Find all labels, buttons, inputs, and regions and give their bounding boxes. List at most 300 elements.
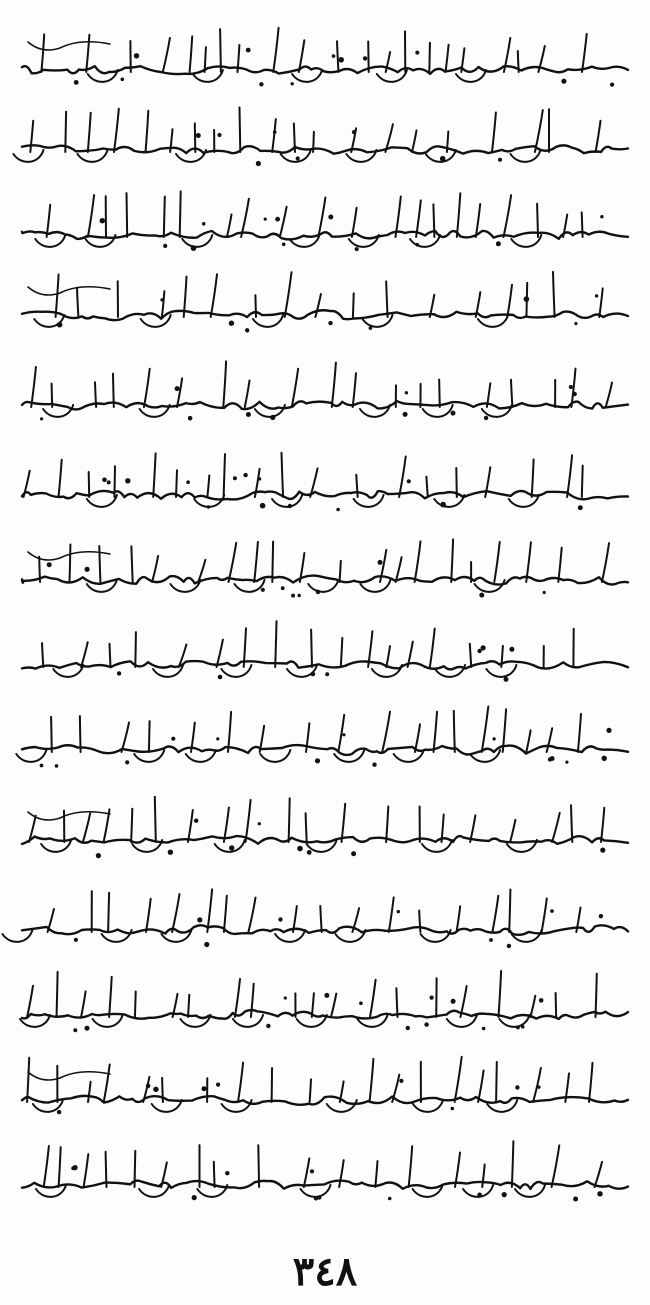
script-stroke — [86, 35, 89, 72]
script-stroke — [434, 495, 464, 507]
script-dot — [482, 1027, 486, 1031]
script-dot — [204, 942, 209, 947]
script-stroke — [47, 205, 51, 237]
script-stroke — [211, 274, 217, 317]
script-dot — [153, 1087, 158, 1092]
script-dot — [188, 416, 193, 421]
script-stroke — [553, 272, 555, 317]
script-stroke — [386, 281, 387, 317]
script-stroke — [255, 295, 256, 317]
script-dot — [310, 1169, 314, 1173]
script-stroke — [207, 476, 209, 498]
script-stroke — [375, 1161, 377, 1187]
script-stroke — [139, 1185, 169, 1197]
script-stroke — [108, 893, 109, 932]
script-dot — [507, 944, 511, 948]
script-dot — [550, 756, 555, 761]
script-stroke — [22, 1096, 628, 1105]
script-stroke — [135, 992, 136, 1018]
script-dot — [202, 222, 206, 226]
script-stroke — [596, 121, 601, 152]
script-stroke — [22, 925, 628, 934]
script-dot — [509, 647, 514, 652]
script-dot — [316, 590, 321, 595]
script-dot — [258, 477, 261, 480]
script-dot — [440, 502, 446, 508]
script-stroke — [482, 707, 489, 753]
script-dot — [388, 1197, 392, 1201]
script-stroke — [304, 1158, 310, 1187]
script-stroke — [56, 275, 59, 318]
script-dot — [229, 845, 234, 850]
script-stroke — [93, 1015, 123, 1027]
script-stroke — [83, 814, 90, 843]
script-dot — [397, 910, 400, 913]
script-stroke — [35, 235, 65, 247]
script-stroke — [77, 288, 78, 317]
script-dot — [430, 996, 434, 1000]
script-dot — [573, 392, 577, 396]
script-stroke — [163, 38, 170, 72]
script-dot — [600, 848, 605, 853]
script-stroke — [20, 1015, 50, 1027]
script-dot — [524, 296, 530, 302]
script-dot — [363, 56, 367, 60]
script-stroke — [507, 285, 512, 317]
script-dot — [175, 386, 180, 391]
script-stroke — [104, 1065, 110, 1103]
script-stroke — [223, 361, 226, 407]
script-stroke — [87, 495, 117, 507]
script-dot — [229, 321, 234, 326]
script-stroke — [494, 542, 499, 582]
script-stroke — [455, 1057, 462, 1102]
script-stroke — [518, 51, 519, 72]
script-stroke — [454, 711, 455, 752]
script-stroke — [13, 150, 43, 162]
script-stroke — [430, 629, 435, 667]
script-stroke — [57, 972, 58, 1017]
script-dot — [74, 938, 78, 942]
script-stroke — [146, 111, 149, 152]
script-stroke — [22, 1181, 628, 1189]
script-stroke — [537, 204, 538, 237]
script-stroke — [342, 804, 346, 842]
handwritten-line — [22, 272, 628, 333]
script-stroke — [310, 1079, 311, 1102]
script-dot — [307, 850, 312, 855]
script-dot — [477, 649, 481, 653]
script-stroke — [113, 374, 114, 407]
script-stroke — [434, 712, 438, 752]
script-stroke — [496, 1062, 497, 1102]
script-stroke — [221, 665, 251, 677]
script-dot — [281, 586, 285, 590]
script-dot — [73, 1028, 77, 1032]
script-dot — [125, 760, 129, 764]
script-stroke — [188, 810, 193, 842]
script-stroke — [88, 113, 91, 152]
script-stroke — [341, 638, 343, 667]
script-stroke — [582, 212, 583, 237]
script-dot — [352, 130, 356, 134]
script-dot — [359, 1001, 363, 1005]
script-dot — [233, 476, 237, 480]
script-dot — [597, 1191, 602, 1196]
script-dot — [496, 241, 501, 246]
script-dot — [196, 133, 201, 138]
script-dot — [282, 243, 286, 247]
script-stroke — [254, 542, 258, 582]
script-stroke — [42, 643, 43, 667]
script-stroke — [599, 288, 602, 317]
handwritten-line — [22, 1057, 628, 1115]
script-stroke — [589, 1063, 593, 1102]
script-stroke — [205, 47, 206, 72]
script-stroke — [426, 477, 427, 497]
script-stroke — [429, 43, 430, 72]
script-dot — [516, 1026, 520, 1030]
script-stroke — [272, 119, 276, 152]
script-dot — [121, 78, 125, 82]
script-dot — [218, 675, 223, 680]
script-stroke — [81, 642, 88, 667]
script-stroke — [52, 384, 53, 407]
script-stroke — [510, 820, 515, 842]
script-stroke — [224, 454, 225, 497]
script-stroke — [162, 291, 165, 317]
script-dot — [338, 57, 344, 63]
script-stroke — [240, 108, 241, 153]
script-stroke — [172, 894, 179, 932]
script-stroke — [30, 121, 33, 152]
script-dot — [202, 1086, 207, 1091]
script-stroke — [70, 545, 71, 583]
script-stroke — [22, 661, 628, 669]
script-stroke — [313, 132, 314, 152]
script-stroke — [51, 717, 52, 752]
script-dot — [484, 416, 488, 420]
script-dot — [47, 562, 52, 567]
script-dot — [85, 1026, 90, 1031]
script-stroke — [109, 977, 112, 1017]
script-stroke — [311, 630, 312, 667]
script-stroke — [353, 373, 356, 407]
script-stroke — [532, 460, 534, 498]
script-dot — [502, 1192, 507, 1197]
script-stroke — [470, 815, 475, 842]
script-dot — [550, 909, 554, 913]
script-stroke — [177, 378, 182, 407]
script-stroke — [578, 714, 581, 752]
interlinear-addition — [28, 1072, 110, 1080]
script-stroke — [59, 1147, 61, 1187]
script-dot — [351, 851, 356, 856]
script-dot — [537, 1085, 540, 1088]
script-stroke — [567, 455, 572, 497]
script-stroke — [285, 272, 292, 317]
script-dot — [261, 588, 265, 592]
script-dot — [574, 322, 577, 325]
script-stroke — [315, 294, 321, 317]
script-dot — [406, 1026, 410, 1030]
script-dot — [40, 764, 44, 768]
script-dot — [225, 1171, 229, 1175]
script-stroke — [80, 716, 81, 752]
script-stroke — [499, 971, 502, 1017]
script-stroke — [44, 1146, 49, 1187]
script-dot — [246, 412, 251, 417]
script-stroke — [606, 383, 612, 407]
script-stroke — [582, 34, 587, 72]
script-stroke — [410, 235, 440, 247]
script-dot — [163, 244, 167, 248]
script-dot — [134, 53, 139, 58]
handwritten-line — [22, 191, 628, 251]
script-dot — [416, 243, 420, 247]
script-stroke — [596, 974, 597, 1017]
script-stroke — [308, 580, 338, 592]
script-stroke — [331, 994, 336, 1017]
handwritten-line — [20, 971, 628, 1032]
script-stroke — [122, 723, 130, 753]
script-stroke — [419, 911, 420, 933]
script-stroke — [547, 728, 553, 752]
script-stroke — [131, 546, 132, 582]
script-stroke — [89, 472, 90, 497]
script-dot — [278, 917, 282, 921]
script-dot — [599, 914, 603, 918]
script-stroke — [16, 750, 46, 762]
script-dot — [270, 415, 275, 420]
script-stroke — [217, 640, 223, 667]
script-stroke — [558, 548, 561, 582]
script-stroke — [457, 906, 461, 932]
script-dot — [197, 917, 202, 922]
script-dot — [288, 504, 292, 508]
script-dot — [440, 156, 446, 162]
script-stroke — [114, 109, 119, 152]
script-stroke — [84, 1154, 89, 1187]
script-stroke — [41, 840, 71, 852]
script-dot — [192, 1195, 197, 1200]
script-stroke — [456, 468, 457, 497]
script-stroke — [48, 909, 54, 932]
script-stroke — [27, 986, 33, 1017]
handwritten-line — [22, 797, 628, 859]
handwritten-line — [22, 28, 628, 87]
script-stroke — [155, 797, 156, 842]
script-dot — [246, 48, 251, 53]
script-stroke — [273, 28, 278, 72]
handwritten-line — [22, 621, 628, 682]
script-dot — [342, 733, 345, 736]
script-stroke — [180, 191, 181, 237]
script-stroke — [386, 646, 390, 667]
script-dot — [73, 1165, 78, 1170]
script-dot — [569, 385, 573, 389]
script-stroke — [31, 367, 36, 407]
script-stroke — [582, 466, 583, 497]
script-stroke — [153, 453, 155, 497]
script-stroke — [482, 1165, 485, 1188]
script-stroke — [409, 1146, 413, 1187]
script-stroke — [152, 556, 158, 582]
script-dot — [407, 479, 411, 483]
script-stroke — [59, 460, 62, 497]
script-stroke — [144, 369, 150, 407]
script-dot — [325, 672, 329, 676]
script-stroke — [294, 124, 295, 153]
script-stroke — [241, 199, 249, 237]
script-stroke — [337, 41, 339, 72]
script-stroke — [146, 899, 151, 932]
script-stroke — [22, 576, 628, 585]
script-stroke — [215, 840, 245, 852]
script-dot — [168, 850, 173, 855]
script-dot — [315, 758, 320, 763]
script-dot — [477, 1193, 482, 1198]
script-stroke — [41, 34, 44, 72]
script-stroke — [457, 193, 461, 237]
script-dot — [191, 245, 197, 251]
script-dot — [264, 218, 267, 221]
script-stroke — [164, 197, 165, 237]
script-stroke — [552, 1145, 560, 1187]
script-stroke — [370, 1059, 374, 1102]
interlinear-addition — [28, 812, 110, 820]
script-dot — [369, 326, 373, 330]
script-dot — [451, 999, 456, 1004]
script-dot — [297, 846, 303, 852]
script-stroke — [377, 70, 407, 82]
script-stroke — [245, 381, 250, 408]
script-stroke — [509, 890, 510, 933]
script-stroke — [135, 1151, 136, 1187]
handwritten-line — [22, 1141, 628, 1201]
script-dot — [194, 819, 198, 823]
script-stroke — [292, 70, 322, 82]
script-stroke — [149, 721, 150, 752]
script-dot — [610, 83, 614, 87]
script-stroke — [492, 896, 498, 932]
script-stroke — [512, 1141, 514, 1187]
script-dot — [479, 593, 484, 598]
script-dot — [57, 1110, 61, 1114]
script-dot — [415, 51, 419, 55]
script-stroke — [176, 470, 177, 497]
script-stroke — [95, 382, 96, 407]
script-dot — [245, 328, 249, 332]
script-stroke — [22, 745, 628, 755]
script-stroke — [370, 980, 376, 1017]
script-stroke — [235, 580, 265, 592]
script-stroke — [511, 150, 541, 162]
script-stroke — [280, 207, 287, 237]
script-stroke — [301, 1185, 331, 1197]
script-stroke — [332, 363, 336, 407]
script-stroke — [439, 380, 440, 407]
script-stroke — [339, 1160, 344, 1187]
script-stroke — [214, 1162, 215, 1187]
script-dot — [504, 677, 509, 682]
script-dot — [284, 996, 287, 999]
script-stroke — [542, 899, 547, 933]
script-stroke — [162, 1078, 163, 1102]
script-dot — [57, 322, 63, 328]
script-stroke — [396, 988, 397, 1017]
script-dot — [258, 822, 261, 825]
script-stroke — [227, 215, 232, 238]
script-dot — [107, 480, 111, 484]
script-dot — [561, 79, 566, 84]
script-dot — [125, 478, 130, 483]
script-stroke — [110, 644, 111, 667]
script-dot — [216, 737, 219, 740]
handwritten-line — [2, 889, 628, 948]
script-stroke — [356, 475, 357, 497]
script-dot — [595, 294, 598, 297]
script-dot — [539, 998, 544, 1003]
script-dot — [336, 508, 340, 512]
script-dot — [311, 672, 316, 677]
script-stroke — [552, 813, 560, 842]
script-dot — [291, 82, 294, 85]
script-dot — [171, 737, 175, 741]
script-stroke — [246, 800, 251, 842]
script-stroke — [233, 1015, 263, 1027]
script-stroke — [224, 896, 227, 932]
script-stroke — [595, 1162, 602, 1187]
script-stroke — [27, 1058, 29, 1102]
script-stroke — [509, 495, 539, 507]
script-dot — [324, 993, 329, 998]
script-dot — [521, 1025, 525, 1029]
script-stroke — [114, 466, 115, 497]
handwritten-line — [22, 539, 628, 597]
script-stroke — [504, 195, 512, 237]
script-stroke — [258, 1145, 259, 1187]
handwritten-line — [13, 108, 628, 167]
script-dot — [146, 1084, 151, 1089]
script-stroke — [451, 539, 453, 582]
script-stroke — [571, 805, 572, 842]
handwritten-line — [16, 707, 628, 768]
script-stroke — [478, 1071, 484, 1103]
script-dot — [96, 853, 101, 858]
script-stroke — [601, 808, 604, 842]
script-dot — [378, 560, 383, 565]
script-stroke — [99, 546, 100, 582]
script-dot — [256, 161, 261, 166]
script-stroke — [88, 195, 94, 237]
script-dot — [117, 671, 121, 675]
script-stroke — [415, 724, 420, 752]
script-dot — [489, 938, 493, 942]
script-stroke — [127, 193, 128, 237]
script-stroke — [386, 807, 388, 843]
script-stroke — [353, 293, 354, 317]
script-dot — [85, 567, 90, 572]
script-dot — [355, 247, 359, 251]
script-dot — [100, 218, 105, 223]
script-stroke — [533, 1068, 541, 1102]
script-stroke — [190, 36, 193, 72]
script-stroke — [135, 632, 136, 667]
script-stroke — [275, 621, 276, 667]
script-dot — [291, 594, 295, 598]
script-dot — [492, 737, 495, 740]
